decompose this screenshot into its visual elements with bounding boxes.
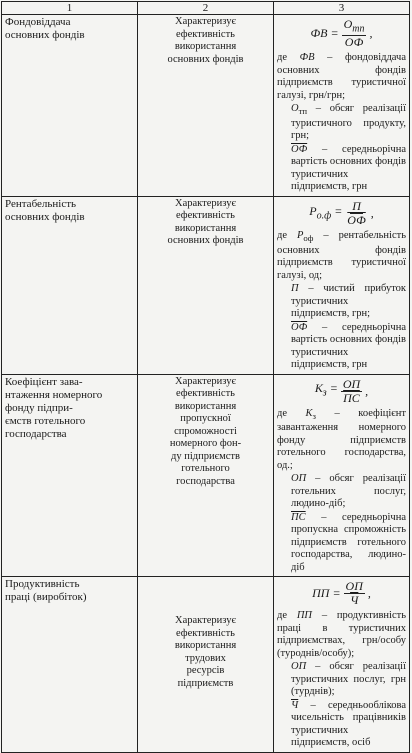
description-line: використання [174,400,237,412]
variable-definition: П – чистий прибуток туристичних підприємств, грн; [291,283,406,320]
formula-denominator: ОФ [344,35,364,50]
indicators-table [1,1,410,753]
indicator-name-line: ємств готельного [5,414,86,427]
table-row [2,196,410,374]
indicator-name-line: основних фондів [5,29,85,41]
description-line: спроможності [174,425,237,437]
variable-symbol: ОФ [291,321,308,333]
indicator-description-cell [138,15,274,197]
indicator-description-cell [138,577,274,753]
indicator-name-line: нтаження номерного [5,388,103,401]
description-line: готельного [181,463,230,475]
formula-fraction [345,200,367,227]
description-line: трудових [185,652,226,664]
description-line: ефективність [176,627,235,639]
header-col-2: 2 [138,2,274,15]
formula-cell [274,374,410,577]
formula-numerator: $О_{тп}$ [343,17,365,35]
description-line: Характеризує [175,197,236,209]
description-line: господарства [176,475,235,487]
formula-fraction [341,378,362,405]
formula-numerator: ОП [345,579,363,594]
variable-symbol: Ч [291,699,299,711]
description-line: номерного фон- [169,438,242,450]
formula-cell [274,577,410,753]
description-line: ресурсів [186,665,225,677]
header-row [2,2,410,15]
variable-definition: ПС – середньорічна пропускна спроможність підприємств готельного господарства, людино-діб [291,511,406,573]
formula-denominator: ОФ [347,212,366,227]
formula-numerator: ОП [342,376,361,391]
formula-tail: , [367,586,371,601]
indicator-name-line: Продуктивність [5,578,80,591]
variable-definition: де $Р_{оф}$ – рентабельність основних фондів підприємств туристичної галузі, од; [277,229,406,281]
formula [277,580,406,607]
indicator-name-line: господарства [5,427,67,440]
description-line: Характеризує [175,375,236,387]
indicator-name-cell [2,374,138,577]
indicator-name-cell [2,577,138,753]
variable-symbol: Р [296,229,304,241]
formula-lhs-subscript: з [322,387,327,399]
formula-lhs: ПП = [312,586,341,601]
variable-symbol: ОП [291,661,307,673]
formula-lhs-subscript: о.ф [316,209,332,221]
formula [277,378,406,405]
variable-symbol: П [291,283,299,295]
variable-subscript: тп [298,106,308,117]
variable-symbol: ПС [291,511,306,523]
variable-symbol: К [305,407,313,419]
indicator-name-line: Рентабельність [5,197,77,210]
formula-denominator: Ч [350,593,359,608]
indicator-description-cell [138,374,274,577]
variable-definition: де ФВ – фондовіддача основних фондів підприємств туристичної галузі, грн/грн; [277,52,406,101]
formula-tail: , [369,26,373,41]
formula-cell [274,196,410,374]
formula [277,18,406,49]
description-line: ду підприємств [171,450,240,462]
variable-symbol: ПП [296,610,312,622]
indicator-name-cell [2,196,138,374]
variable-definition: ОФ – середньорічна вартість основних фондів туристичних підприємств, грн [291,321,406,371]
description-line: Характеризує [175,615,236,627]
description-line: основних фондів [167,235,244,247]
description-line: підприємств [177,677,234,689]
table-row [2,15,410,197]
indicator-name-line: Коефіцієнт зава- [5,375,83,388]
description-line: основних фондів [167,53,244,65]
variable-symbol: О [291,103,299,115]
numerator-subscript: тп [352,23,365,35]
variable-subscript: оф [303,233,314,244]
description-line: використання [174,41,237,52]
indicator-name-line: фонду підпри- [5,401,73,414]
variable-subscript: з [312,410,316,421]
description-line: Характеризує [175,16,236,27]
description-line: ефективність [176,210,235,222]
table-row [2,577,410,753]
variable-definition: Ч – середньооблікова чисельність працівників туристичних підприємств, осіб [291,699,406,749]
variable-symbol: ОП [291,473,307,485]
description-line: пропускної [180,413,231,425]
indicator-name-cell [2,15,138,197]
indicator-name-line: основних фондів [5,210,85,223]
variable-definition: де $К_з$ – коефіцієнт завантаження номерного фонду підприємств готельного господарства, од.; [277,407,406,471]
formula-lhs: ФВ = [310,26,339,41]
description-line: використання [174,222,237,234]
description-line: ефективність [176,28,235,40]
formula [277,200,406,227]
formula-cell [274,15,410,197]
indicator-description-cell [138,196,274,374]
formula-fraction [344,580,365,607]
header-col-1: 1 [2,2,138,15]
formula-lhs: $К_з$ = [314,381,338,399]
variable-definition: ОП – обсяг реалізації туристичних послуг, грн (турднів); [291,661,406,698]
formula-numerator: П [352,198,361,213]
variable-definition: $О_{тп}$ – обсяг реалізації туристичного продукту, грн; [291,103,406,142]
formula-lhs: $Р_{о.ф}$ = [309,203,343,221]
header-col-3: 3 [274,2,410,15]
variable-definition: де ПП – продуктивність праці в туристичних підприємствах, грн/особу (туроднів/особу); [277,610,406,659]
formula-tail: , [365,383,369,398]
variable-symbol: ОФ [291,143,308,155]
indicator-name-line: праці (виробіток) [5,591,87,604]
variable-definition: ОП – обсяг реалізації готельних послуг, людино-діб; [291,473,406,510]
table-row [2,374,410,577]
formula-denominator: ПС [343,390,360,405]
indicator-name-line: Фондовіддача [5,16,71,28]
formula-tail: , [370,206,374,221]
description-line: використання [174,640,237,652]
variable-definition: ОФ – середньорічна вартість основних фондів туристичних підприємств, грн [291,143,406,193]
formula-fraction [342,18,367,49]
description-line: ефективність [176,388,235,400]
variable-symbol: ФВ [299,52,315,64]
